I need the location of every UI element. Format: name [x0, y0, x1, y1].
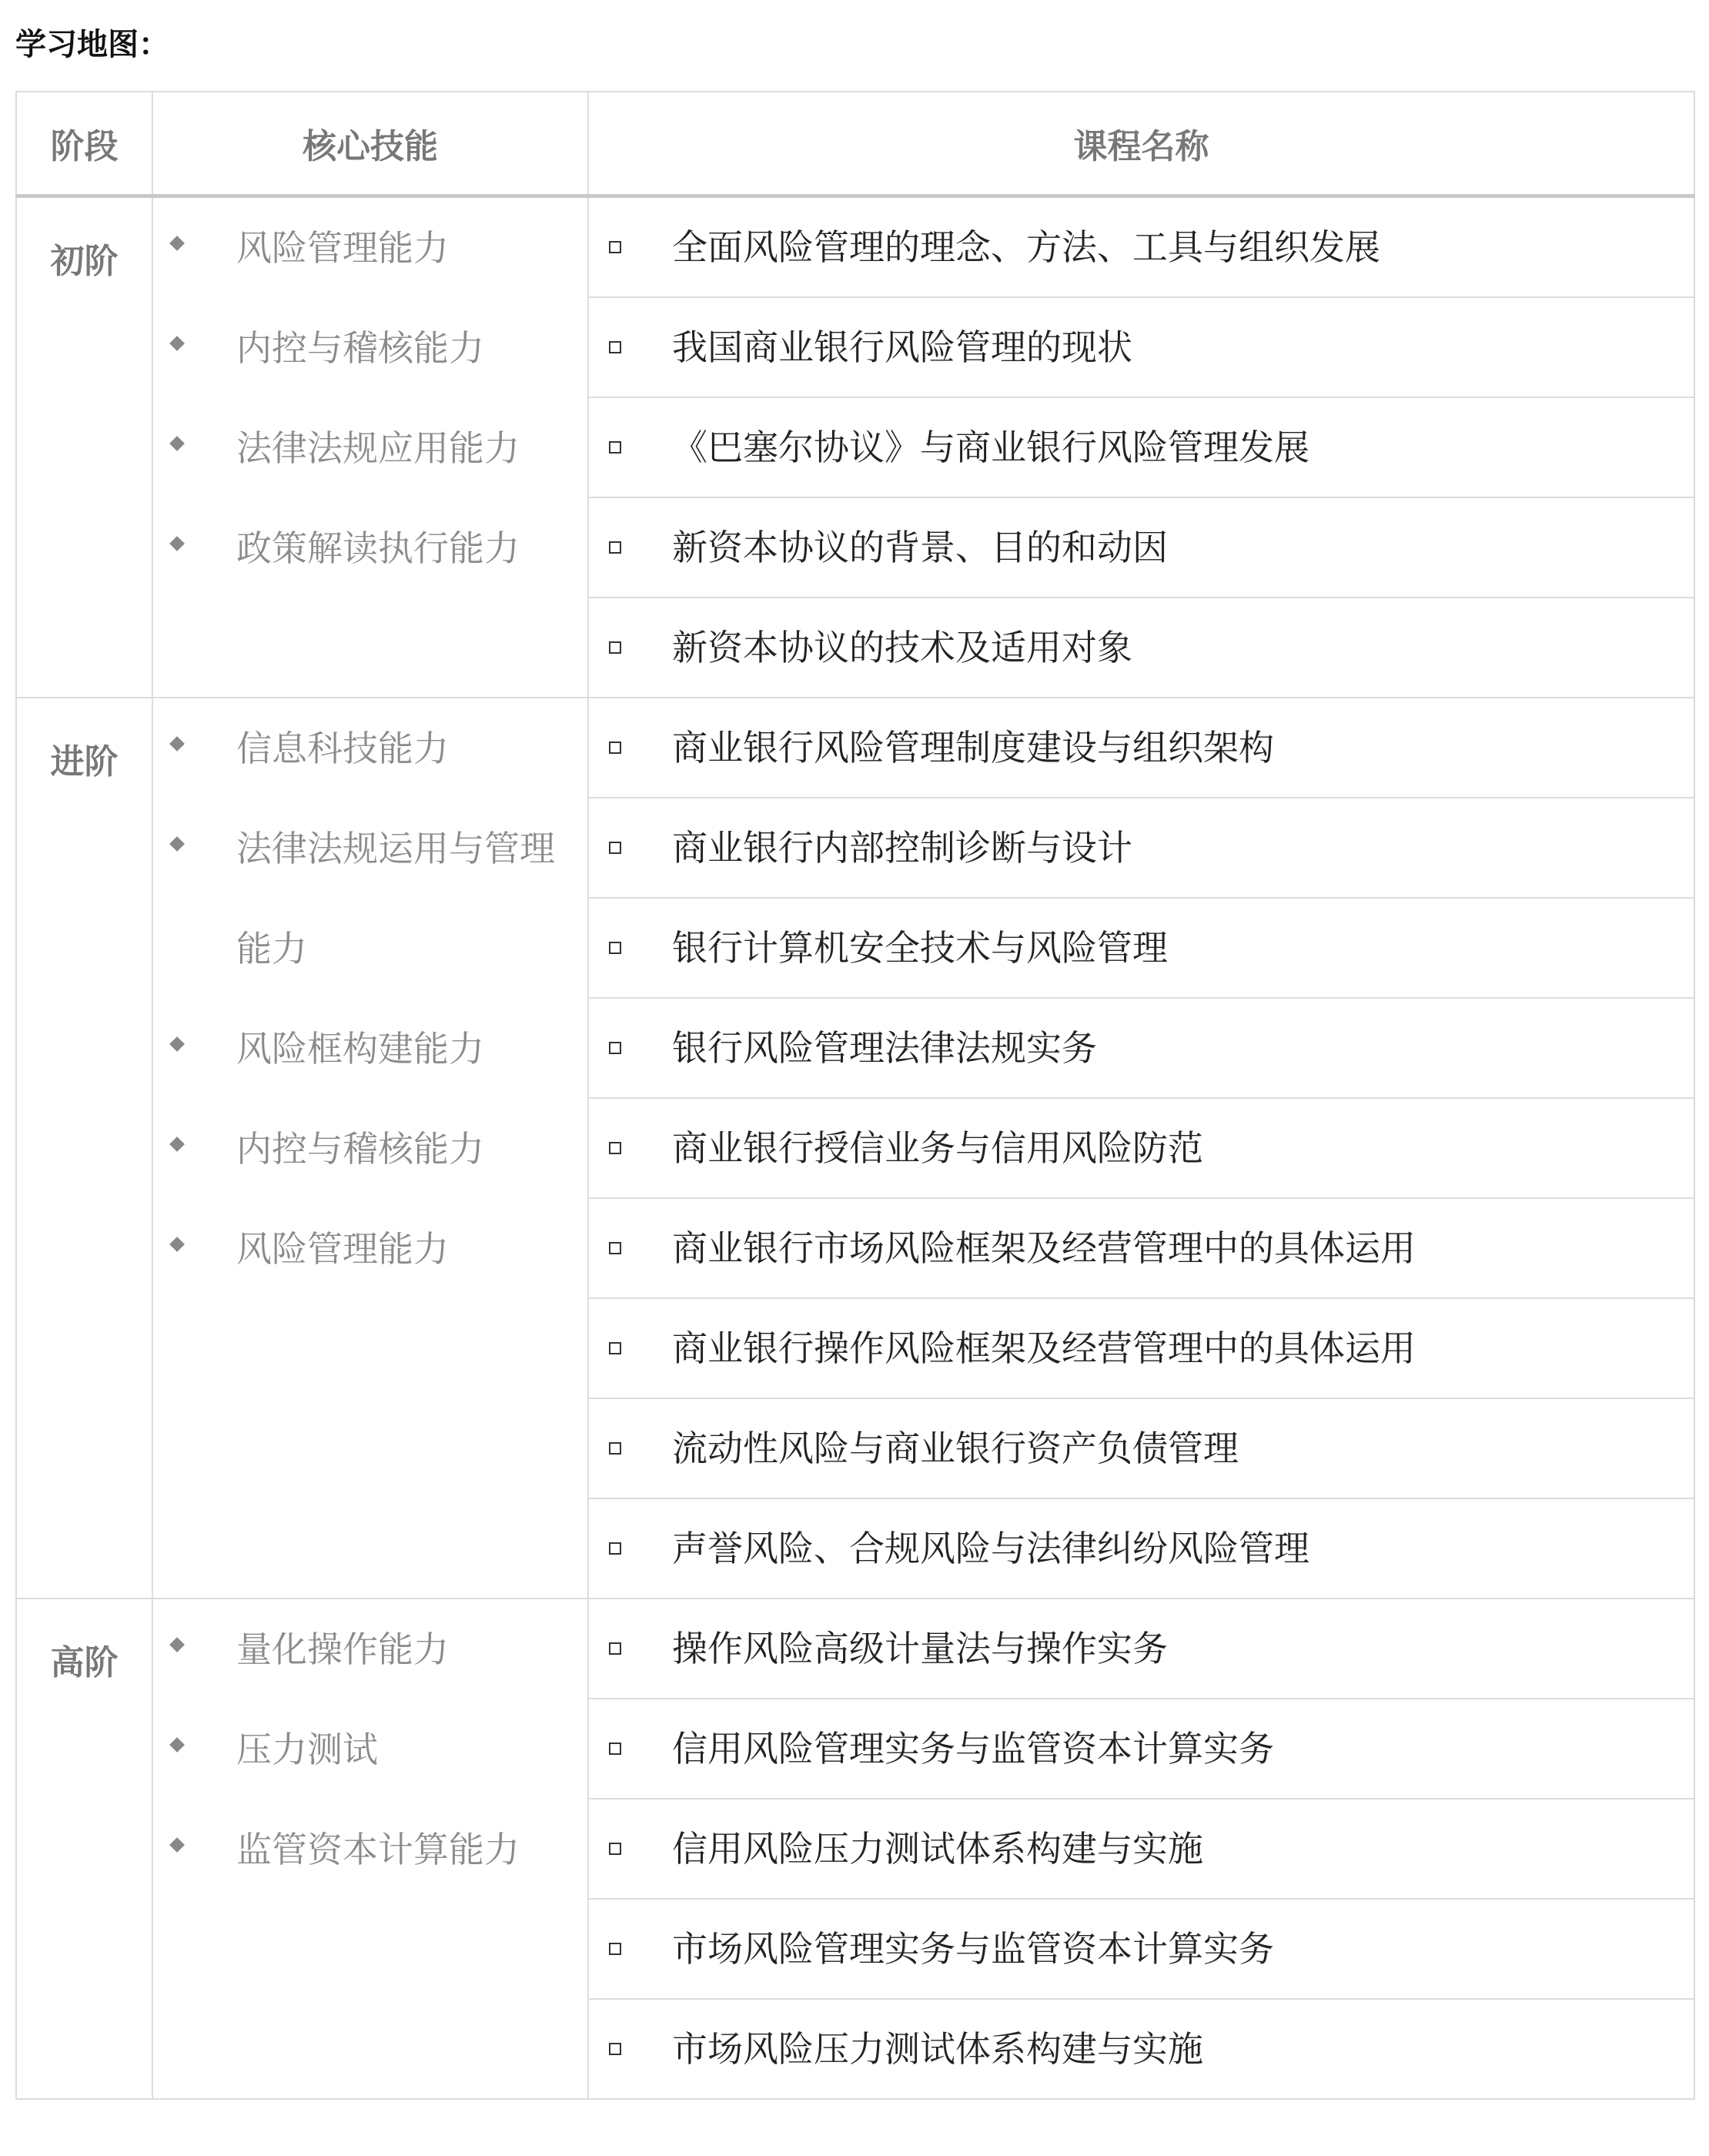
course-name: 商业银行风险管理制度建设与组织架构 [672, 727, 1274, 768]
square-bullet-icon [609, 241, 621, 253]
course-name: 银行风险管理法律法规实务 [672, 1027, 1097, 1069]
skill-label: 风险管理能力 [236, 227, 449, 269]
course-cell [588, 297, 1694, 397]
course-cell [588, 1298, 1694, 1398]
skill-item [153, 1199, 587, 1299]
course-name: 银行计算机安全技术与风险管理 [672, 927, 1168, 969]
skill-item [153, 1099, 587, 1199]
skill-label: 法律法规运用与管理能力 [236, 828, 555, 969]
skill-label: 量化操作能力 [236, 1629, 449, 1670]
square-bullet-icon [609, 341, 621, 353]
course-cell [588, 998, 1694, 1098]
table-row [16, 698, 1694, 798]
skill-item [153, 698, 587, 798]
course-cell [588, 1899, 1694, 1999]
skill-item [153, 1599, 587, 1699]
skill-label: 内控与稽核能力 [236, 327, 484, 369]
skill-label: 监管资本计算能力 [236, 1829, 520, 1870]
course-name: 我国商业银行风险管理的现状 [672, 326, 1132, 368]
course-cell [588, 497, 1694, 598]
course-cell [588, 1699, 1694, 1799]
course-cell [588, 1599, 1694, 1699]
table-row [16, 196, 1694, 298]
skill-list [153, 1599, 587, 1900]
skills-cell [152, 1599, 588, 2099]
course-cell [588, 397, 1694, 497]
course-name: 市场风险管理实务与监管资本计算实务 [672, 1928, 1274, 1970]
square-bullet-icon [609, 842, 621, 854]
skill-item [153, 198, 587, 298]
table-row [16, 1599, 1694, 1699]
course-name: 流动性风险与商业银行资产负债管理 [672, 1428, 1239, 1469]
square-bullet-icon [609, 1642, 621, 1655]
square-bullet-icon [609, 541, 621, 554]
course-name: 信用风险管理实务与监管资本计算实务 [672, 1728, 1274, 1769]
course-cell [588, 1098, 1694, 1198]
square-bullet-icon [609, 1042, 621, 1054]
skill-item [153, 1799, 587, 1900]
table-body [16, 196, 1694, 2100]
square-bullet-icon [609, 641, 621, 654]
skill-label: 法律法规应用能力 [236, 427, 520, 469]
course-cell [588, 1398, 1694, 1498]
table-header-row [16, 92, 1694, 196]
course-name: 新资本协议的背景、目的和动因 [672, 527, 1168, 568]
square-bullet-icon [609, 1542, 621, 1555]
skills-cell [152, 698, 588, 1599]
square-bullet-icon [609, 942, 621, 954]
square-bullet-icon [609, 1843, 621, 1855]
course-cell [588, 196, 1694, 298]
stage-cell: 初阶 [16, 196, 152, 698]
skill-item [153, 498, 587, 598]
course-name: 信用风险压力测试体系构建与实施 [672, 1828, 1203, 1870]
course-name: 市场风险压力测试体系构建与实施 [672, 2028, 1203, 2070]
skill-label: 压力测试 [236, 1729, 378, 1770]
skill-label: 内控与稽核能力 [236, 1128, 484, 1170]
course-cell [588, 798, 1694, 898]
course-name: 全面风险管理的理念、方法、工具与组织发展 [672, 226, 1380, 268]
square-bullet-icon [609, 1342, 621, 1354]
square-bullet-icon [609, 1242, 621, 1254]
square-bullet-icon [609, 1743, 621, 1755]
square-bullet-icon [609, 441, 621, 454]
skill-label: 风险管理能力 [236, 1228, 449, 1270]
skills-cell [152, 196, 588, 698]
header-stage: 阶段 [16, 92, 152, 196]
skill-item [153, 398, 587, 498]
square-bullet-icon [609, 1943, 621, 1955]
course-cell [588, 1799, 1694, 1899]
skill-list [153, 698, 587, 1299]
course-cell [588, 698, 1694, 798]
skill-label: 风险框构建能力 [236, 1028, 484, 1070]
skill-item [153, 298, 587, 398]
course-cell [588, 598, 1694, 698]
course-name: 商业银行授信业务与信用风险防范 [672, 1127, 1203, 1169]
course-cell [588, 1999, 1694, 2099]
course-cell [588, 1198, 1694, 1298]
stage-cell: 高阶 [16, 1599, 152, 2099]
learning-map-table [15, 91, 1695, 2100]
course-name: 商业银行内部控制诊断与设计 [672, 827, 1132, 869]
course-name: 操作风险高级计量法与操作实务 [672, 1628, 1168, 1669]
square-bullet-icon [609, 742, 621, 754]
page-title: 学习地图： [15, 27, 169, 62]
header-core-skills: 核心技能 [152, 92, 588, 196]
course-name: 商业银行操作风险框架及经营管理中的具体运用 [672, 1327, 1416, 1369]
square-bullet-icon [609, 1142, 621, 1154]
skill-item [153, 999, 587, 1099]
skill-label: 政策解读执行能力 [236, 527, 520, 569]
header-course-name: 课程名称 [588, 92, 1694, 196]
skill-item [153, 798, 587, 999]
course-name: 《巴塞尔协议》与商业银行风险管理发展 [672, 427, 1309, 468]
skill-list [153, 198, 587, 598]
square-bullet-icon [609, 2043, 621, 2055]
course-name: 商业银行市场风险框架及经营管理中的具体运用 [672, 1227, 1416, 1269]
square-bullet-icon [609, 1442, 621, 1455]
course-name: 新资本协议的技术及适用对象 [672, 627, 1132, 668]
course-cell [588, 898, 1694, 998]
course-name: 声誉风险、合规风险与法律纠纷风险管理 [672, 1528, 1309, 1569]
course-cell [588, 1498, 1694, 1599]
skill-label: 信息科技能力 [236, 728, 449, 769]
skill-item [153, 1699, 587, 1799]
stage-cell: 进阶 [16, 698, 152, 1599]
